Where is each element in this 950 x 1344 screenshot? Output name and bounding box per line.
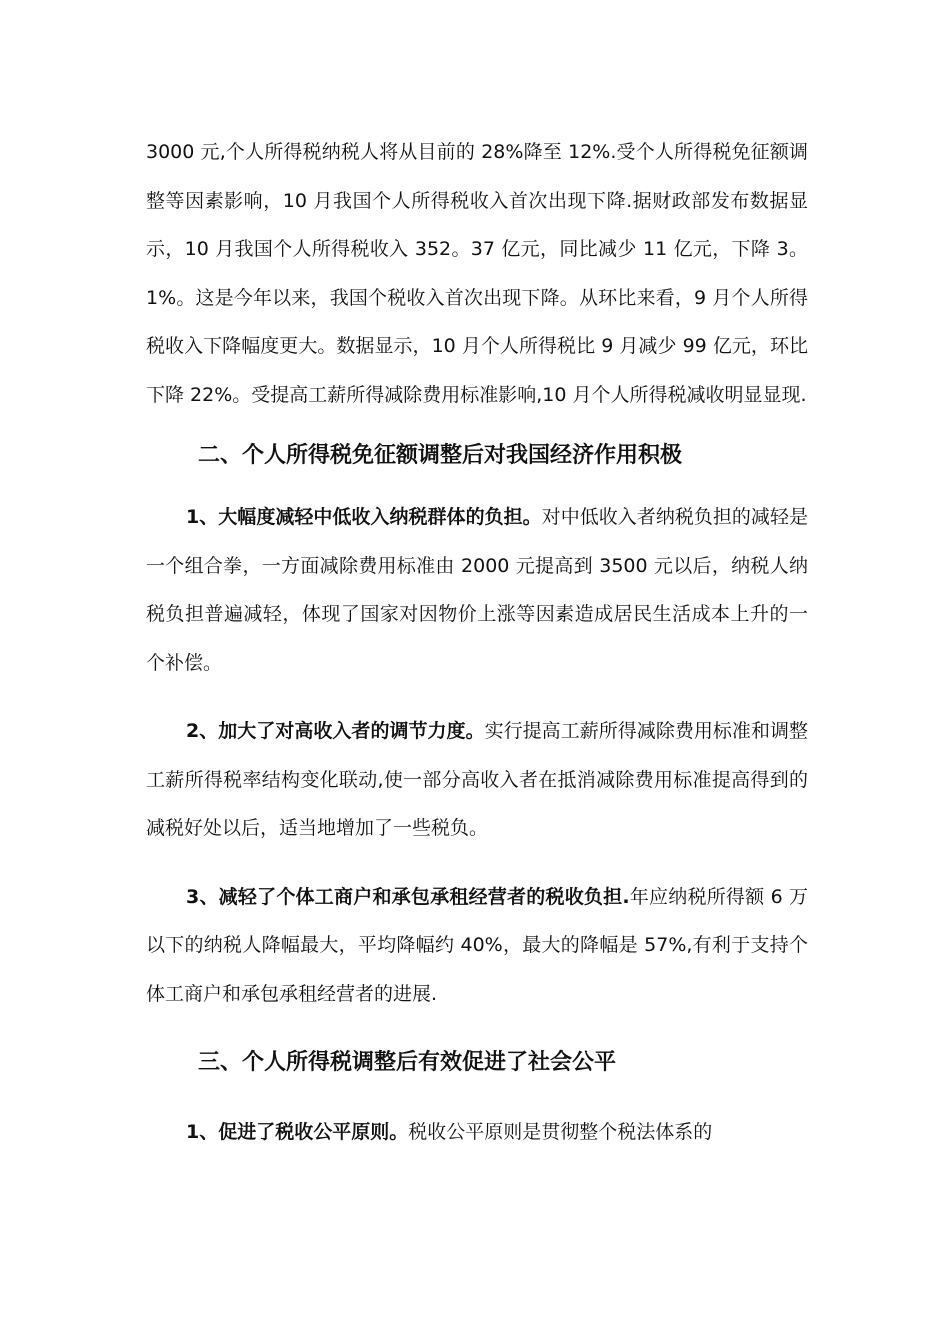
section-3-heading: 三、个人所得税调整后有效促进了社会公平 — [198, 1050, 617, 1075]
section-2-item-3 — [146, 873, 808, 1019]
intro-paragraph: 3000 元,个人所得税纳税人将从目前的 28%降至 12%.受个人所得税免征额调整等因素影响，10 月我国个人所得税收入首次出现下降.据财政部发布数据显示，10 月我国个人所得税收入 352。37 亿元，同比减少 11 亿元，下降 3。1%。这是今年以来，我国个税收入首次出现下降。从环比来看，9 月个人所得税收入下降幅度更大。数据显示，10 月个人所得税比 9 月减少 99 亿元，环比下降 22%。受提高工薪所得减除费用标准影响,10 月个人所得税减收明显显现. — [146, 141, 808, 406]
section-2-item-2 — [146, 707, 808, 853]
section-2-item-1 — [146, 493, 808, 687]
section-2-heading: 二、个人所得税免征额调整后对我国经济作用积极 — [198, 443, 683, 468]
item-lead: 1、促进了税收公平原则。 — [186, 1121, 409, 1143]
item-text: 对中低收入者纳税负担的减轻是一个组合拳，一方面减除费用标准由 2000 元提高到 3500 元以后，纳税人纳税负担普遍减轻，体现了国家对因物价上涨等因素造成居民生活成本上升的一个补偿。 — [146, 506, 808, 674]
item-text: 年应纳税所得额 6 万以下的纳税人降幅最大，平均降幅约 40%，最大的降幅是 57%,有利于支持个体工商户和承包承租经营者的进展. — [146, 885, 808, 1005]
item-lead: 1、大幅度减轻中低收入纳税群体的负担。 — [186, 506, 542, 528]
item-text: 税收公平原则是贯彻整个税法体系的 — [408, 1121, 713, 1143]
section-3-item-1 — [146, 1108, 808, 1157]
item-text: 实行提高工薪所得减除费用标准和调整工薪所得税率结构变化联动,使一部分高收入者在抵消减除费用标准提高得到的减税好处以后，适当地增加了一些税负。 — [146, 720, 808, 839]
item-lead: 3、减轻了个体工商户和承包承租经营者的税收负担. — [186, 885, 630, 908]
item-lead: 2、加大了对高收入者的调节力度。 — [186, 720, 485, 742]
